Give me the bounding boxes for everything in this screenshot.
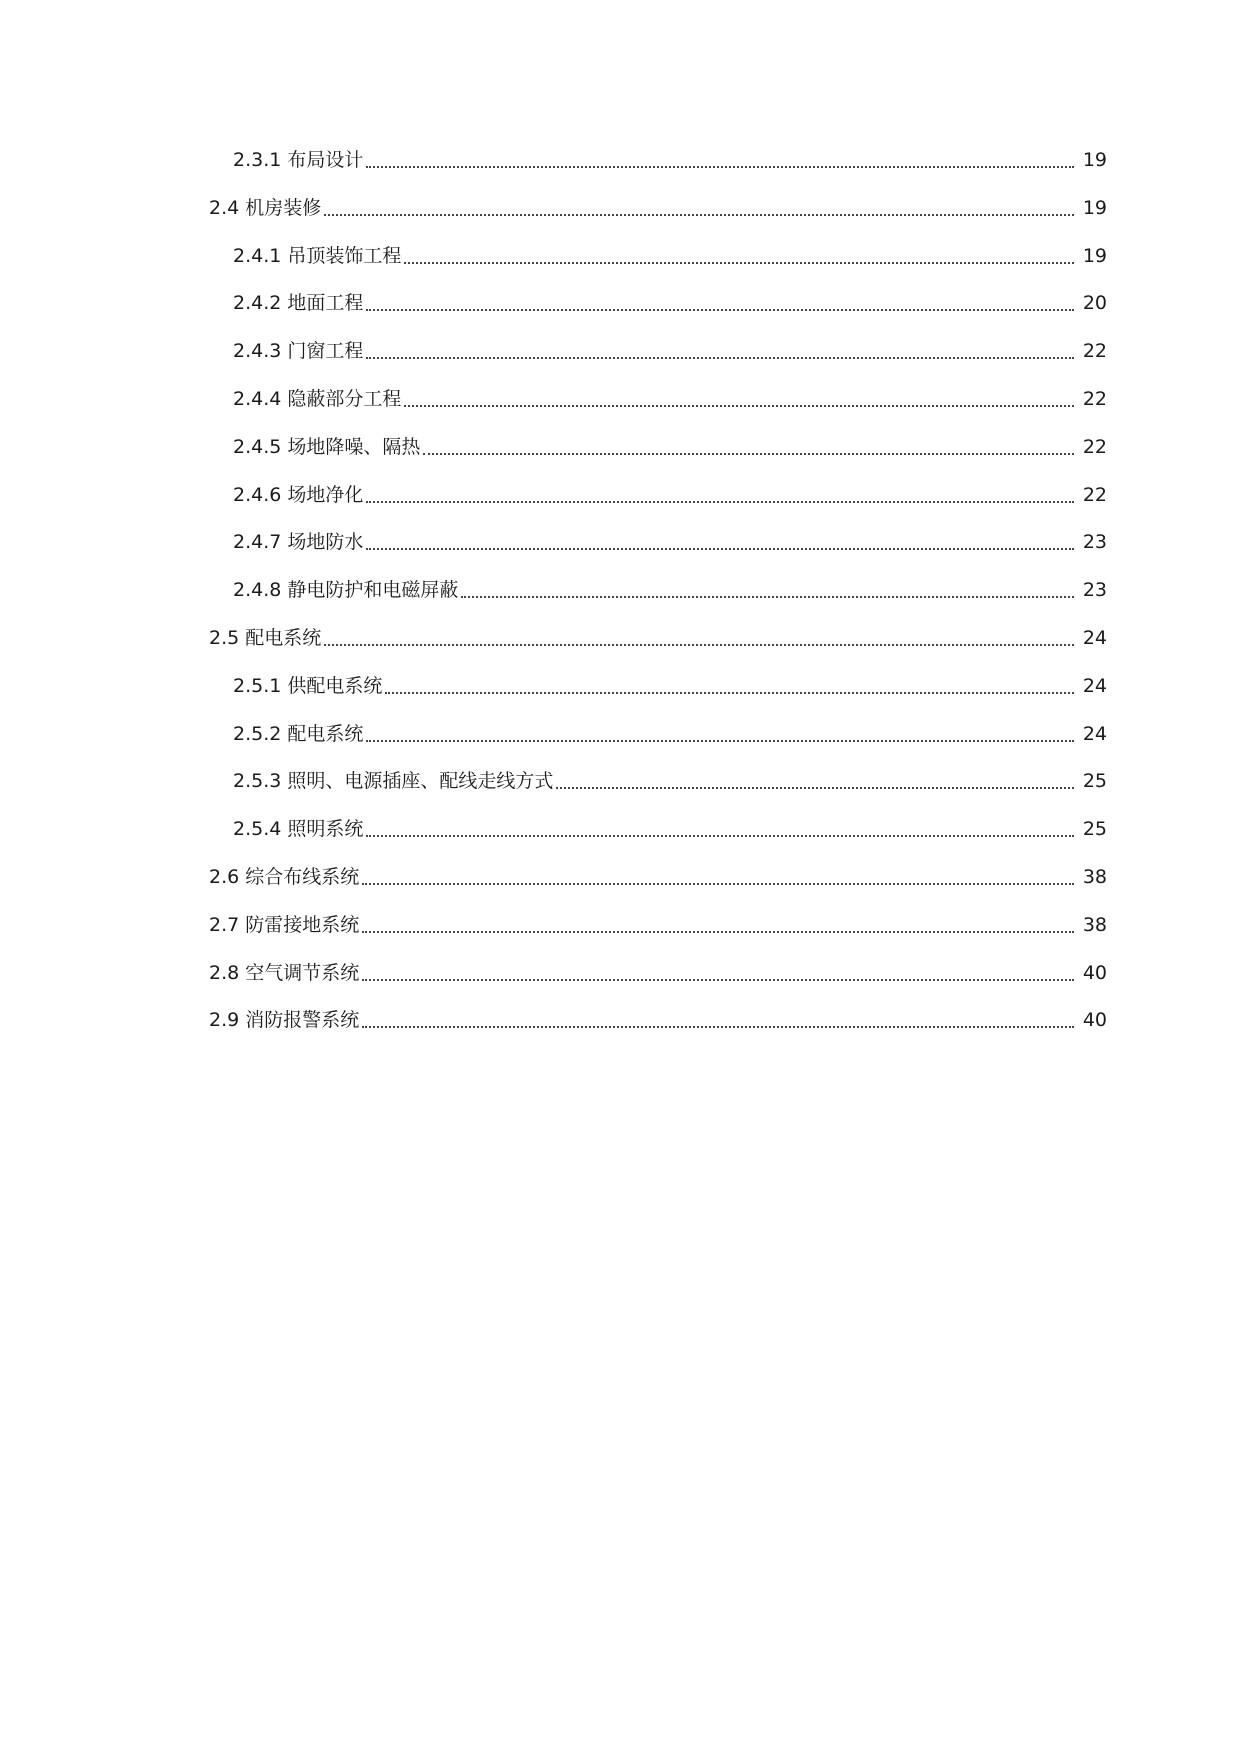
toc-entry-title [233,578,461,602]
toc-entry-number: 2.6 [209,865,240,888]
toc-entry-title [209,865,362,889]
dot-leader [366,722,1074,742]
toc-entry[interactable] [0,961,1241,1009]
toc-entry[interactable] [0,722,1241,770]
toc-entry-title [233,674,385,698]
toc-entry[interactable] [0,530,1241,578]
toc-entry[interactable] [0,387,1241,435]
toc-entry-number: 2.4.3 [233,340,282,363]
table-of-contents [0,148,1241,1056]
toc-entry[interactable] [0,913,1241,961]
toc-entry-title [233,339,366,363]
toc-entry-page: 20 [1082,292,1107,315]
dot-leader [556,769,1074,789]
toc-entry-page: 22 [1082,387,1107,410]
dot-leader [324,196,1074,216]
toc-entry[interactable] [0,578,1241,626]
toc-entry-text: 场地降噪、隔热 [287,435,421,458]
toc-entry-page: 19 [1082,149,1107,171]
toc-entry[interactable] [0,339,1241,387]
toc-entry-title [209,196,324,220]
toc-entry-number: 2.8 [209,961,240,984]
toc-entry-page: 25 [1082,770,1107,793]
toc-entry-page: 24 [1082,722,1107,745]
toc-entry[interactable] [0,674,1241,722]
toc-entry-number: 2.7 [209,913,240,936]
toc-entry-page: 22 [1082,435,1107,458]
toc-entry-page: 24 [1082,674,1107,697]
toc-entry-number: 2.4.7 [233,531,282,554]
toc-entry[interactable] [0,435,1241,483]
toc-entry-number: 2.4.8 [233,579,282,602]
dot-leader [461,578,1074,598]
toc-entry-text: 综合布线系统 [245,865,360,888]
toc-entry[interactable] [0,626,1241,674]
toc-entry-text: 静电防护和电磁屏蔽 [287,579,459,602]
toc-entry-title [233,244,404,268]
toc-entry-number: 2.4.6 [233,483,282,506]
toc-entry-page: 22 [1082,340,1107,363]
dot-leader [385,674,1074,694]
toc-entry-page: 38 [1082,865,1107,888]
toc-entry-number: 2.3.1 [233,149,282,171]
dot-leader [404,387,1074,407]
toc-entry-title [233,769,556,793]
toc-entry-title [209,913,362,937]
toc-entry-number: 2.4.2 [233,292,282,315]
toc-entry[interactable] [0,291,1241,339]
dot-leader [366,339,1074,359]
toc-entry-text: 配电系统 [287,722,364,745]
toc-entry[interactable] [0,769,1241,817]
dot-leader [404,244,1074,264]
toc-entry-text: 防雷接地系统 [245,913,360,936]
toc-entry-text: 门窗工程 [287,340,364,363]
toc-entry-text: 配电系统 [245,626,322,649]
toc-entry-text: 隐蔽部分工程 [287,387,402,410]
toc-entry-title [209,961,362,985]
toc-entry-number: 2.4.4 [233,387,282,410]
toc-entry-title [233,817,366,841]
dot-leader [362,961,1074,981]
toc-entry-page: 22 [1082,483,1107,506]
toc-entry[interactable] [0,1008,1241,1056]
toc-entry-page: 40 [1082,1009,1107,1032]
toc-entry[interactable] [0,196,1241,244]
toc-entry-number: 2.9 [209,1009,240,1032]
toc-entry-number: 2.4 [209,196,240,219]
toc-entry-title [233,387,404,411]
toc-entry-text: 供配电系统 [287,674,383,697]
toc-entry-page: 19 [1082,244,1107,267]
toc-entry-number: 2.4.5 [233,435,282,458]
toc-entry[interactable] [0,244,1241,292]
dot-leader [366,530,1074,550]
toc-entry-number: 2.5.2 [233,722,282,745]
toc-entry-text: 地面工程 [287,292,364,315]
toc-entry-text: 消防报警系统 [245,1009,360,1032]
toc-entry-text: 照明、电源插座、配线走线方式 [287,770,554,793]
toc-entry-number: 2.5 [209,626,240,649]
toc-entry-page: 24 [1082,626,1107,649]
toc-entry-title [209,626,324,650]
toc-entry-title [233,291,366,315]
toc-entry-page: 23 [1082,531,1107,554]
toc-entry[interactable] [0,148,1241,196]
dot-leader [362,913,1074,933]
toc-entry[interactable] [0,865,1241,913]
toc-entry-page: 38 [1082,913,1107,936]
toc-entry-text: 布局设计 [287,149,364,171]
toc-entry-page: 23 [1082,579,1107,602]
toc-entry[interactable] [0,817,1241,865]
dot-leader [366,817,1074,837]
toc-entry-page: 19 [1082,196,1107,219]
toc-entry-page: 25 [1082,818,1107,841]
toc-entry-title [233,483,366,507]
dot-leader [366,291,1074,311]
toc-entry-number: 2.4.1 [233,244,282,267]
toc-entry-text: 照明系统 [287,818,364,841]
toc-entry-title [233,530,366,554]
dot-leader [324,626,1074,646]
toc-entry-number: 2.5.3 [233,770,282,793]
dot-leader [366,148,1074,168]
toc-entry-title [233,722,366,746]
toc-entry-text: 场地防水 [287,531,364,554]
toc-entry-page: 40 [1082,961,1107,984]
toc-entry-title [209,1008,362,1032]
dot-leader [362,865,1074,885]
toc-entry-number: 2.5.1 [233,674,282,697]
toc-entry-title [233,435,423,459]
dot-leader [362,1008,1074,1028]
dot-leader [423,435,1074,455]
toc-entry-text: 机房装修 [245,196,322,219]
toc-entry[interactable] [0,483,1241,531]
toc-entry-text: 吊顶装饰工程 [287,244,402,267]
toc-entry-text: 场地净化 [287,483,364,506]
toc-entry-title [233,148,366,172]
toc-entry-text: 空气调节系统 [245,961,360,984]
toc-entry-number: 2.5.4 [233,818,282,841]
dot-leader [366,483,1074,503]
